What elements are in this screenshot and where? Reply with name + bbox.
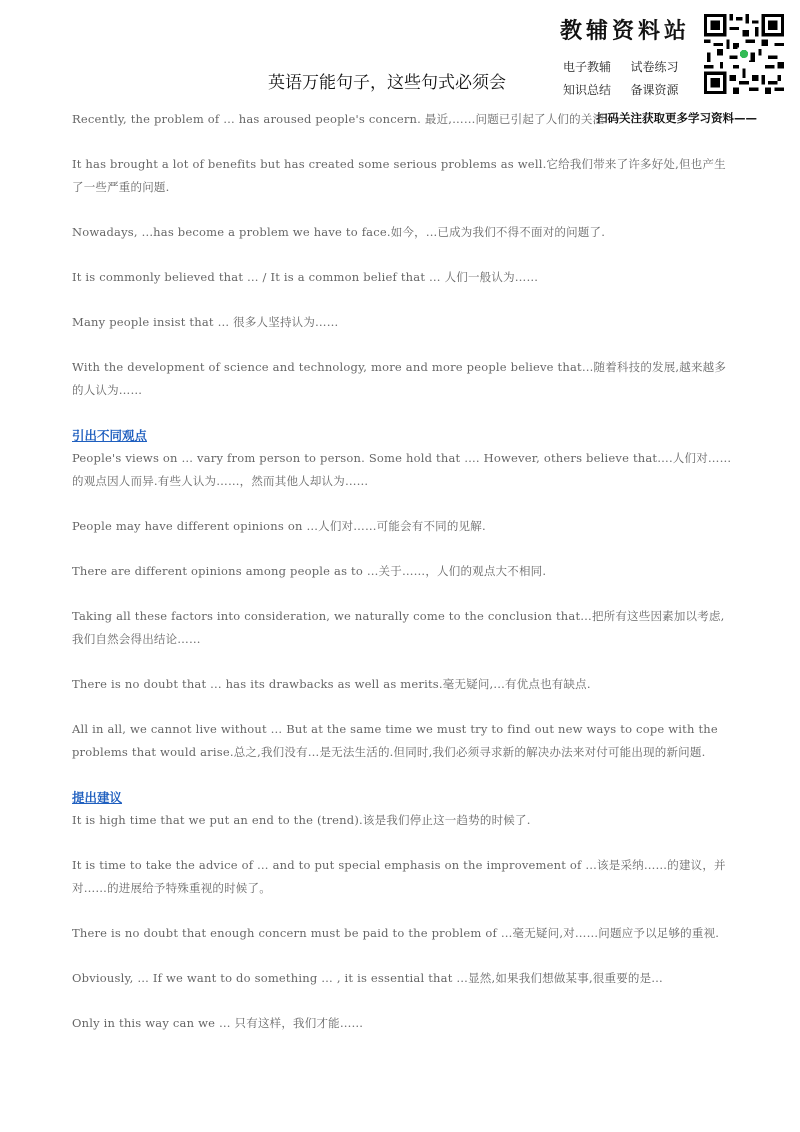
document-body xyxy=(72,108,732,1057)
brand-link-summary[interactable]: 知识总结 xyxy=(563,83,612,97)
brand-link-ebooks[interactable]: 电子教辅 xyxy=(563,60,612,74)
brand-link-resources[interactable]: 备课资源 xyxy=(630,83,679,97)
sentence-item: People may have different opinions on …人们对……可能会有不同的见解. xyxy=(72,519,486,533)
sentence-item: All in all, we cannot live without … But at the same time we must try to find out new ways to cope with the problems that would arise.总之,我们没有…是无法生活的.但同时,我们必须寻求新的解决办法来对付可能出现的新问题. xyxy=(72,722,718,759)
sentence-item: Taking all these factors into consideration, we naturally come to the conclusion that…把所有这些因素加以考虑,我们自然会得出结论…… xyxy=(72,609,725,646)
sentence-item: Only in this way can we … 只有这样，我们才能…… xyxy=(72,1016,364,1030)
sentence-item: Recently, the problem of … has aroused people's concern. 最近,……问题已引起了人们的关注. xyxy=(72,112,609,126)
sentence-item: It is time to take the advice of … and to put special emphasis on the improvement of …该是采纳……的建议，并对……的进展给予特殊重视的时候了。 xyxy=(72,858,726,895)
qr-scan-banner: 扫码关注获取更多学习资料—— xyxy=(596,111,757,125)
sentence-item: There are different opinions among people as to …关于……，人们的观点大不相同. xyxy=(72,564,547,578)
sentence-item: Many people insist that … 很多人坚持认为…… xyxy=(72,315,339,329)
sentence-item: It has brought a lot of benefits but has created some serious problems as well.它给我们带来了许多好处,但也产生了一些严重的问题. xyxy=(72,157,726,194)
sentence-item: People's views on … vary from person to person. Some hold that …. However, others believe that….人们对……的观点因人而异.有些人认为……，然而其他人却认为…… xyxy=(72,451,732,488)
brand-link-exams[interactable]: 试卷练习 xyxy=(630,60,679,74)
sentence-item: Nowadays, ...has become a problem we have to face.如今，...已成为我们不得不面对的问题了. xyxy=(72,225,606,239)
sentence-item: There is no doubt that ... has its drawbacks as well as merits.毫无疑问,...有优点也有缺点. xyxy=(72,677,591,691)
sentence-item: There is no doubt that enough concern must be paid to the problem of …毫无疑问,对……问题应予以足够的重视. xyxy=(72,926,720,940)
section-suggestions xyxy=(72,786,732,1035)
page-title: 英语万能句子，这些句式必须会 xyxy=(268,73,506,93)
sentence-item: It is high time that we put an end to the (trend).该是我们停止这一趋势的时候了. xyxy=(72,813,531,827)
section-intro xyxy=(72,108,732,402)
brand-logo-text: 教辅资料站 xyxy=(560,19,691,44)
section-heading-different-views[interactable]: 引出不同观点 xyxy=(72,428,148,443)
qr-code-icon[interactable] xyxy=(704,14,784,94)
section-different-views xyxy=(72,424,732,764)
brand-links xyxy=(563,58,698,98)
sentence-item: It is commonly believed that … / It is a common belief that … 人们一般认为…… xyxy=(72,270,539,284)
section-heading-suggestions[interactable]: 提出建议 xyxy=(72,790,123,805)
sentence-item: With the development of science and technology, more and more people believe that…随着科技的发展,越来越多的人认为…… xyxy=(72,360,727,397)
sentence-item: Obviously, … If we want to do something … , it is essential that …显然,如果我们想做某事,很重要的是… xyxy=(72,971,663,985)
